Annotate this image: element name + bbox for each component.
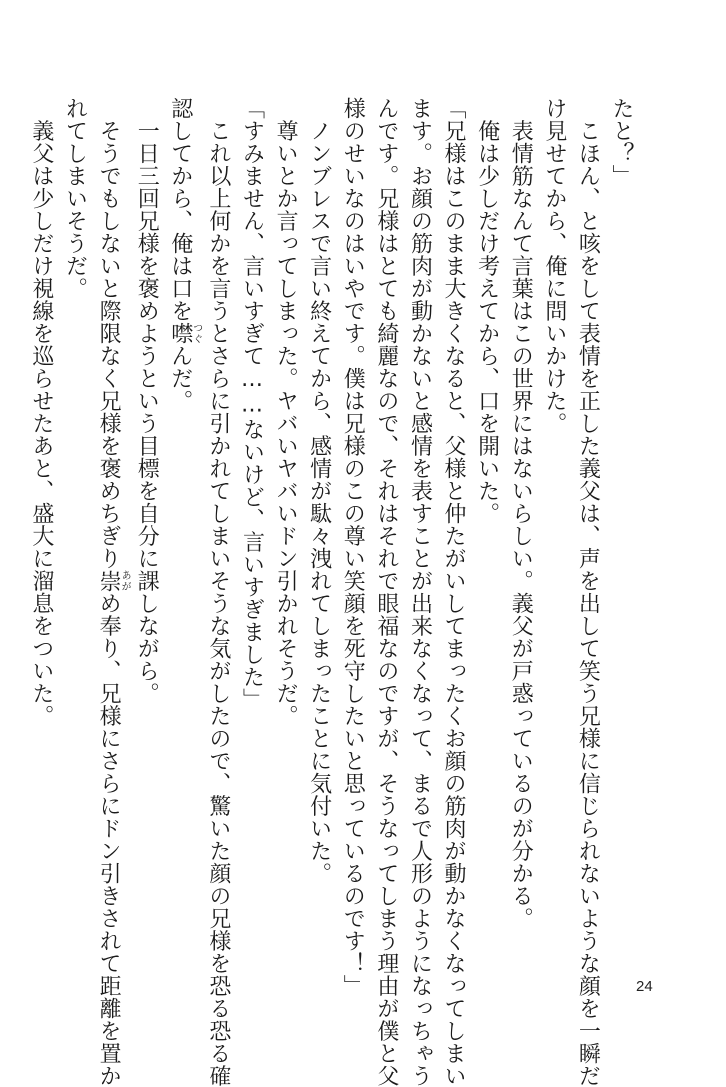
vertical-text-body bbox=[24, 97, 638, 1087]
text-line: け見せてから、俺に問いかけた。 bbox=[541, 97, 567, 435]
text-line: こほん、と咳をして表情を正した義父は、声を出して笑う兄様に信じられないような顔を一瞬だ bbox=[575, 97, 601, 1087]
text-line: 尊いとか言ってしまった。ヤバいヤバいドン引かれそうだ。 bbox=[273, 97, 299, 727]
text-line: 様のせいなのはいやです。僕は兄様のこの尊い笑顔を死守したいと思っているのです！」 bbox=[340, 97, 366, 997]
text-line: これ以上何かを言うとさらに引かれてしまいそうな気がしたので、驚いた顔の兄様を恐る恐る確 bbox=[205, 97, 231, 1087]
text-line: 表情筋なんて言葉はこの世界にはないらしい。義父が戸惑っているのが分かる。 bbox=[508, 97, 534, 930]
text-line: 「兄様はこのまま大きくなると、父様と仲たがいしてまったくお顔の筋肉が動かなくなってしまい bbox=[441, 97, 467, 1087]
text-line: んです。兄様はとても綺麗なので、それはそれで眼福なのですが、そうなってしまう理由が僕と父 bbox=[373, 97, 399, 1087]
text-line: ノンブレスで言い終えてから、感情が駄々洩れてしまったことに気付いた。 bbox=[306, 97, 332, 885]
text-line: 一日三回兄様を褒めようという目標を自分に課しながら。 bbox=[134, 97, 160, 705]
text-line: 認してから、俺は口を噤つぐんだ。 bbox=[167, 97, 202, 412]
text-line: 「すみません、言いすぎて……ないけど、言いすぎました」 bbox=[239, 97, 265, 711]
text-line: 俺は少しだけ考えてから、口を開いた。 bbox=[474, 97, 500, 525]
text-line: たと？」 bbox=[609, 97, 634, 187]
text-line: ます。お顔の筋肉が動かないと感情を表すことが出来なくなって、まるで人形のようになっちゃう bbox=[407, 97, 433, 1087]
text-line: れてしまいそうだ。 bbox=[62, 97, 88, 300]
text-line: 義父は少しだけ視線を巡らせたあと、盛大に溜息をついた。 bbox=[28, 97, 54, 727]
text-line: そうでもしないと際限なく兄様を褒めちぎり崇あがめ奉り、兄様にさらにドン引きされて距離を置か bbox=[96, 97, 131, 1087]
page-number: 24 bbox=[636, 978, 653, 995]
